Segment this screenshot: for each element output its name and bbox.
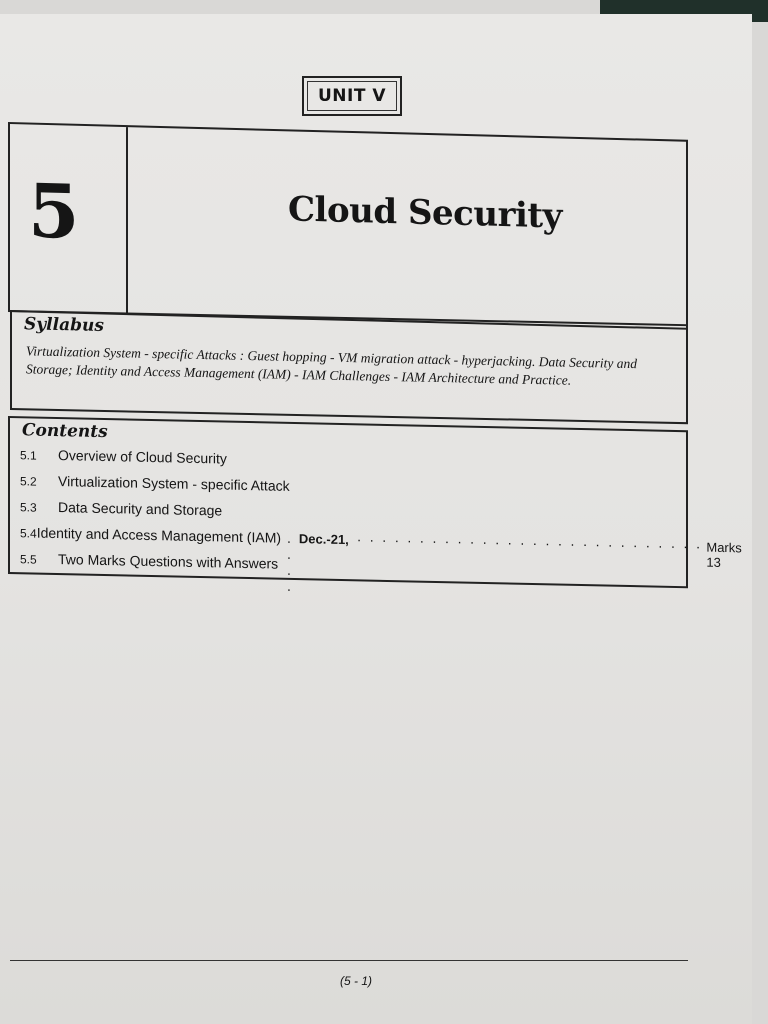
toc-title: Data Security and Storage <box>58 499 223 519</box>
chapter-title: Cloud Security <box>288 189 562 237</box>
toc-number: 5.3 <box>20 500 37 515</box>
toc-exam-date: Dec.-21, <box>298 531 349 548</box>
toc-number: 5.2 <box>20 474 37 489</box>
toc-marks: Marks 13 <box>706 539 742 570</box>
toc-number: 5.5 <box>20 552 37 567</box>
syllabus-box <box>10 310 688 424</box>
footer-rule <box>10 960 688 961</box>
toc-number: 5.1 <box>20 448 37 463</box>
chapter-divider <box>126 127 128 313</box>
unit-label-box <box>302 76 402 116</box>
page-number: (5 - 1) <box>340 974 373 988</box>
syllabus-text: Virtualization System - specific Attacks : Guest hopping - VM migration attack - hyperjacking. Data Security and Storage; Identity and Access Management (IAM) - IAM Challenges - IAM Architecture and Practice. <box>26 343 638 388</box>
contents-heading: Contents <box>22 420 108 443</box>
toc-title: Identity and Access Management (IAM) <box>36 524 282 546</box>
toc-leader-dots: . . . . <box>287 529 293 594</box>
contents-box <box>8 416 742 594</box>
toc-leader-dots: · · · · · · · · · · · · · · · · · · · · · · · · · · · · <box>356 531 703 555</box>
syllabus-heading: Syllabus <box>24 314 104 336</box>
chapter-header-box <box>8 122 688 330</box>
toc-title: Overview of Cloud Security <box>58 447 227 467</box>
unit-label: UNIT V <box>307 81 397 111</box>
toc-title: Virtualization System - specific Attack <box>58 473 290 494</box>
book-page <box>0 14 752 1024</box>
toc-title: Two Marks Questions with Answers <box>58 551 279 572</box>
chapter-number: 5 <box>28 168 80 256</box>
toc-number: 5.4 <box>20 526 37 541</box>
